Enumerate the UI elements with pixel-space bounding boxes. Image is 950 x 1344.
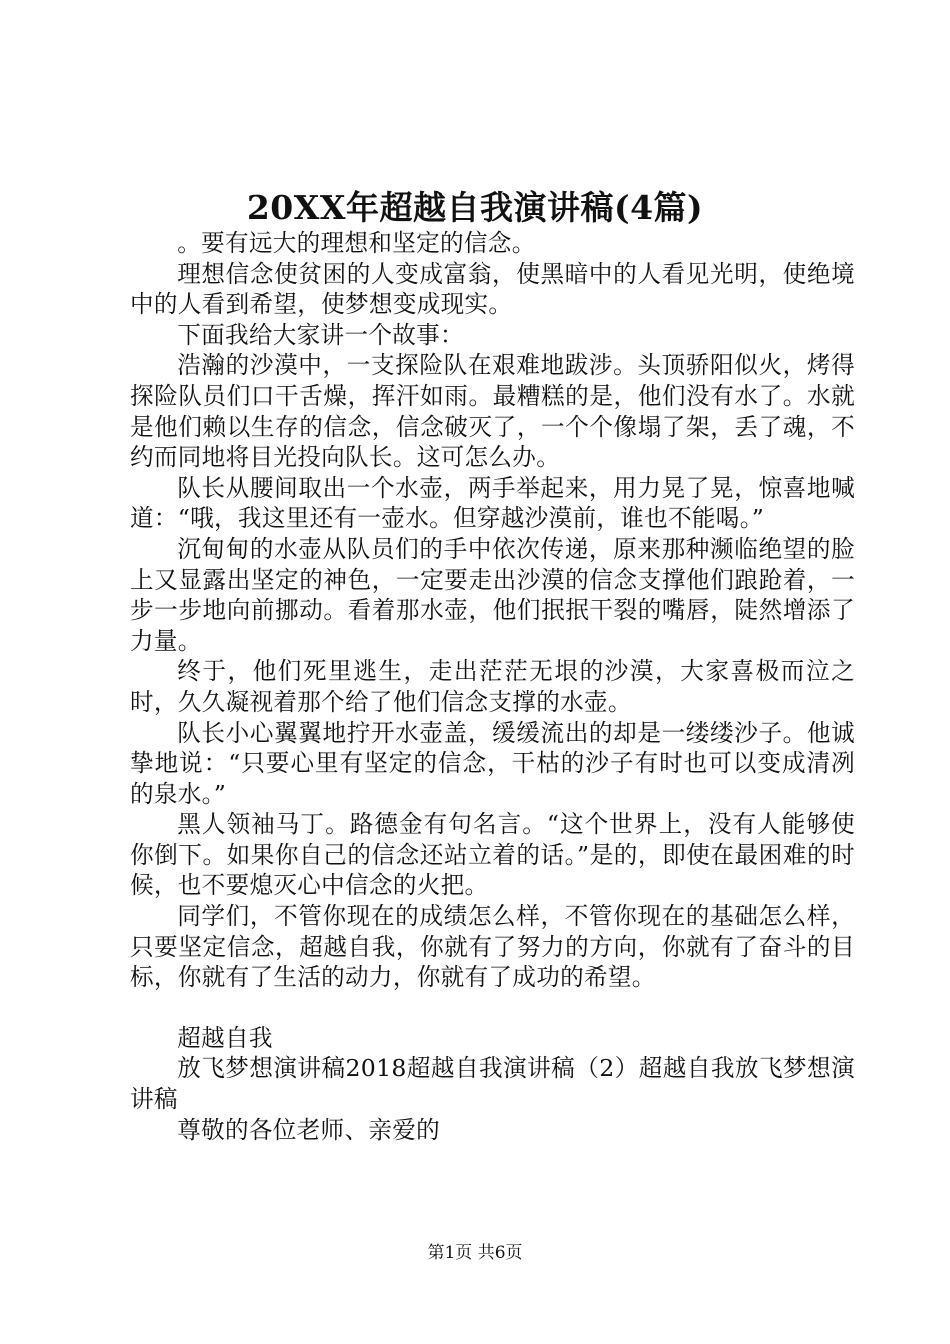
paragraph: 尊敬的各位老师、亲爱的 [177, 1115, 441, 1144]
paragraph: 理想信念使贫困的人变成富翁，使黑暗中的人看见光明，使绝境中的人看到希望，使梦想变成现实。 [130, 259, 855, 319]
paragraph: 浩瀚的沙漠中，一支探险队在艰难地跋涉。头顶骄阳似火，烤得探险队员们口干舌燥，挥汗如雨。最糟糕的是，他们没有水了。水就是他们赖以生存的信念，信念破灭了，一个个像塌了架，丢了魂，不约而同地将目光投向队长。这可怎么办。 [130, 351, 855, 472]
document-body [130, 228, 855, 1145]
paragraph: 队长小心翼翼地拧开水壶盖，缓缓流出的却是一缕缕沙子。他诚挚地说：“只要心里有坚定的信念，干枯的沙子有时也可以变成清冽的泉水。” [130, 718, 855, 808]
paragraph: 沉甸甸的水壶从队员们的手中依次传递，原来那种濒临绝望的脸上又显露出坚定的神色，一定要走出沙漠的信念支撑他们踉跄着，一步一步地向前挪动。看着那水壶，他们抿抿干裂的嘴唇，陡然增添了力量。 [130, 534, 855, 655]
paragraph: 终于，他们死里逃生，走出茫茫无垠的沙漠，大家喜极而泣之时，久久凝视着那个给了他们信念支撑的水壶。 [130, 657, 855, 716]
paragraph: 黑人领袖马丁。路德金有句名言。“这个世界上，没有人能够使你倒下。如果你自己的信念还站立着的话。”是的，即使在最困难的时候，也不要熄灭心中信念的火把。 [130, 810, 855, 900]
section-gap [130, 993, 855, 1023]
paragraph: 放飞梦想演讲稿2018超越自我演讲稿（2）超越自我放飞梦想演讲稿 [130, 1054, 855, 1114]
page-footer: 第1页 共6页 [427, 1243, 523, 1263]
section-heading: 超越自我 [177, 1023, 273, 1052]
document-title: 20XX年超越自我演讲稿(4篇) [246, 188, 704, 227]
paragraph: 同学们，不管你现在的成绩怎么样，不管你现在的基础怎么样，只要坚定信念，超越自我，你就有了努力的方向，你就有了奋斗的目标，你就有了生活的动力，你就有了成功的希望。 [130, 902, 855, 992]
paragraph: 。要有远大的理想和坚定的信念。 [177, 229, 536, 257]
paragraph: 队长从腰间取出一个水壶，两手举起来，用力晃了晃，惊喜地喊道：“哦，我这里还有一壶水。但穿越沙漠前，谁也不能喝。” [130, 473, 855, 533]
paragraph: 下面我给大家讲一个故事： [177, 320, 464, 349]
